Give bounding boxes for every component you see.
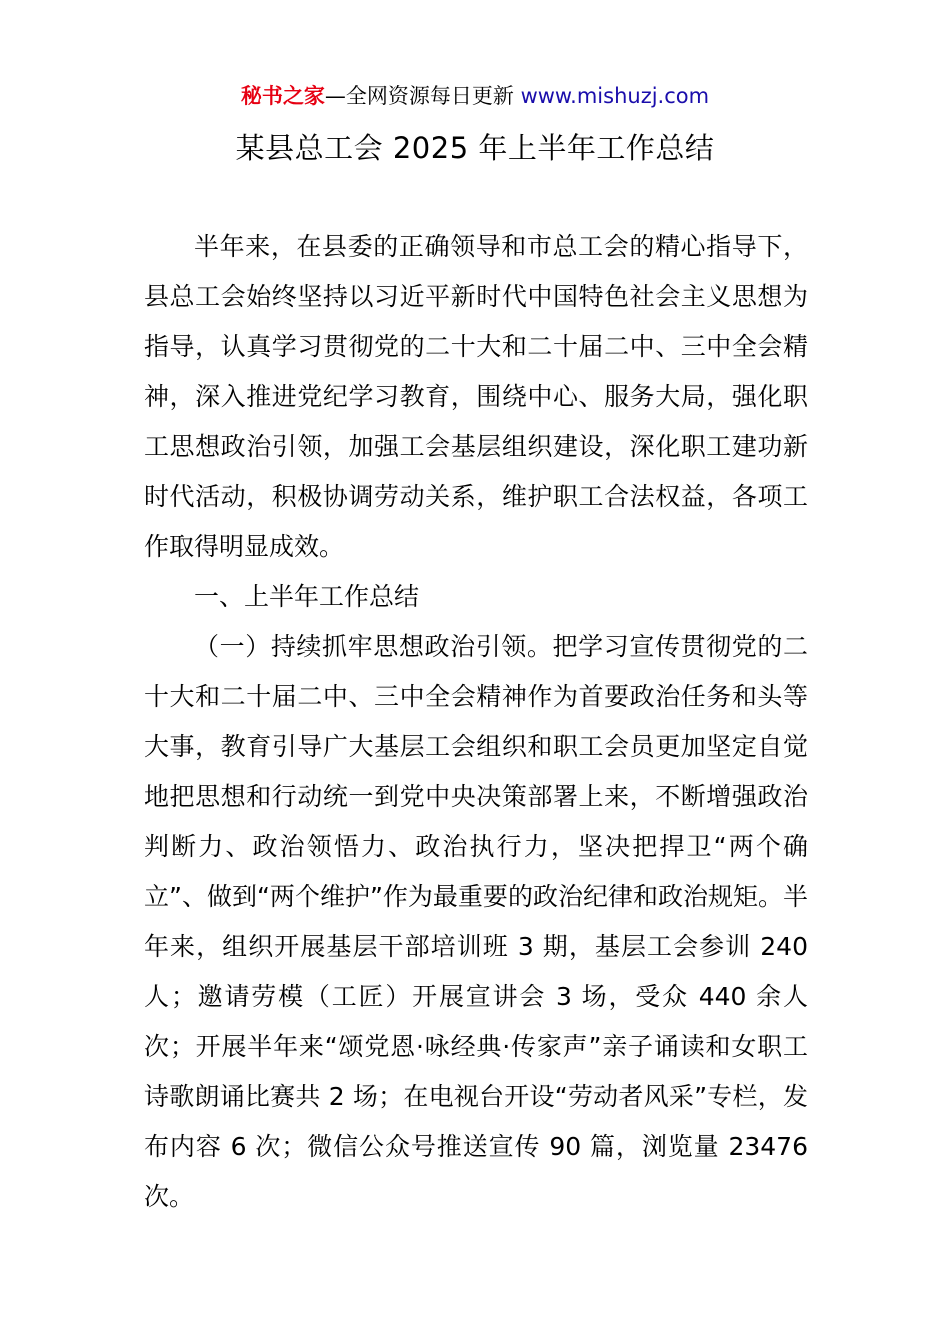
section-heading: 一、上半年工作总结: [194, 582, 420, 611]
site-header: [0, 80, 950, 112]
document-body: [144, 222, 808, 1222]
site-url-link[interactable]: www.mishuzj.com: [520, 84, 710, 108]
header-tagline: —全网资源每日更新: [324, 84, 521, 108]
subsection-paragraph: （一）持续抓牢思想政治引领。把学习宣传贯彻党的二十大和二十届二中、三中全会精神作为首要政治任务和头等大事，教育引导广大基层工会组织和职工会员更加坚定自觉地把思想和行动统一到党中央决策部署上来，不断增强政治判断力、政治领悟力、政治执行力，坚决把捍卫“两个确立”、做到“两个维护”作为最重要的政治纪律和政治规矩。半年来，组织开展基层干部培训班 3 期，基层工会参训 240 人；邀请劳模（工匠）开展宣讲会 3 场，受众 440 余人次；开展半年来“颂党恩·咏经典·传家声”亲子诵读和女职工诗歌朗诵比赛共 2 场；在电视台开设“劳动者风采”专栏，发布内容 6 次；微信公众号推送宣传 90 篇，浏览量 23476 次。: [144, 632, 808, 1211]
brand-name: 秘书之家: [240, 84, 325, 108]
intro-paragraph: 半年来，在县委的正确领导和市总工会的精心指导下，县总工会始终坚持以习近平新时代中国特色社会主义思想为指导，认真学习贯彻党的二十大和二十届二中、三中全会精神，深入推进党纪学习教育，围绕中心、服务大局，强化职工思想政治引领，加强工会基层组织建设，深化职工建功新时代活动，积极协调劳动关系，维护职工合法权益，各项工作取得明显成效。: [144, 232, 808, 561]
document-title: 某县总工会 2025 年上半年工作总结: [235, 131, 715, 165]
